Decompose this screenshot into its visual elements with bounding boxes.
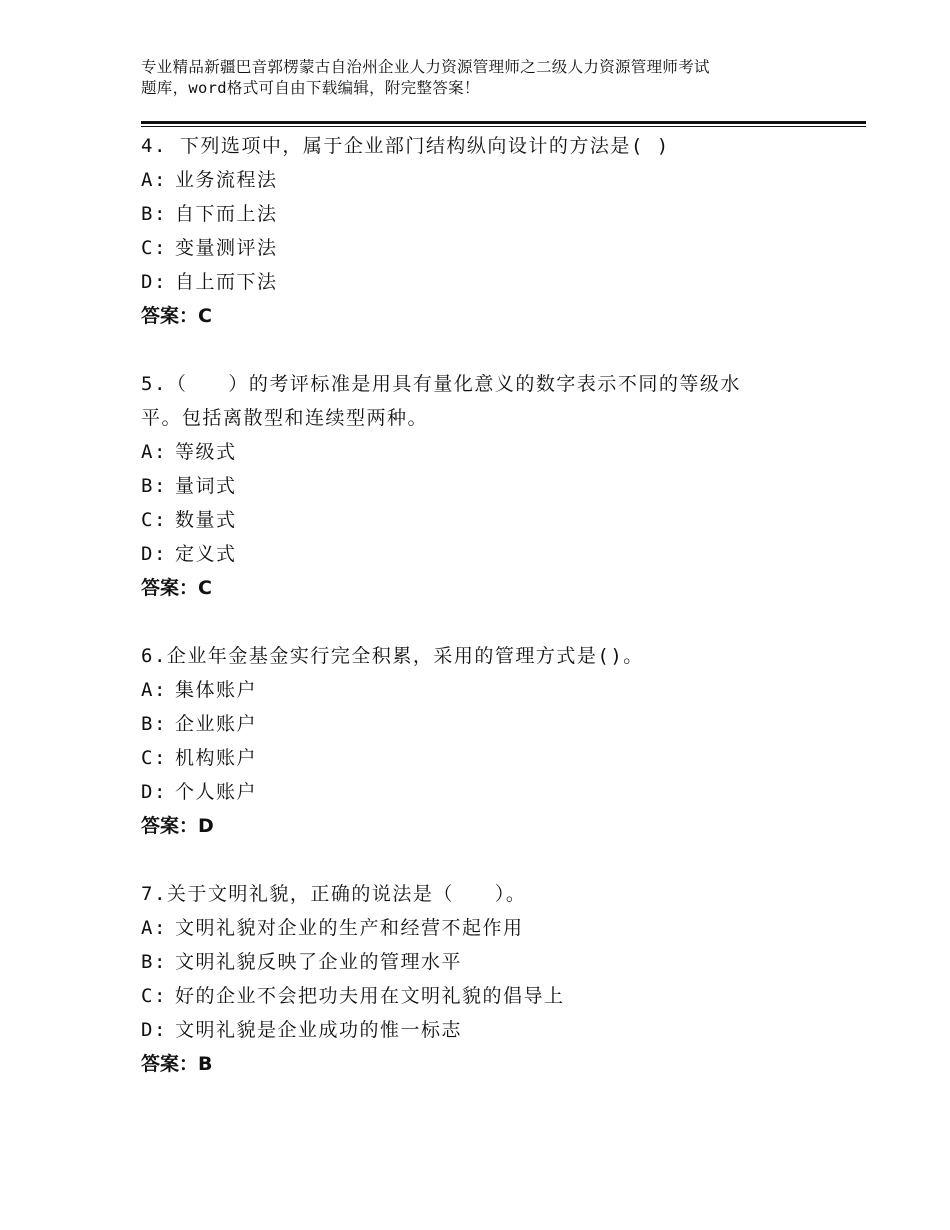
header-line-2: 题库，word格式可自由下载编辑，附完整答案！	[141, 79, 480, 97]
option-a	[141, 435, 841, 469]
question-4	[141, 129, 841, 333]
option-text: 文明礼貌是企业成功的惟一标志	[175, 1019, 463, 1041]
option-text: 自下而上法	[175, 203, 278, 225]
option-d	[141, 265, 841, 299]
option-text: 文明礼貌对企业的生产和经营不起作用	[175, 917, 524, 939]
option-key: A:	[141, 917, 167, 939]
option-text: 好的企业不会把功夫用在文明礼貌的倡导上	[175, 985, 565, 1007]
question-7	[141, 877, 841, 1081]
spacer	[141, 843, 841, 877]
answer-line: 答案：B	[141, 1053, 213, 1075]
option-text: 文明礼貌反映了企业的管理水平	[175, 951, 463, 973]
question-stem-continued: 平。包括离散型和连续型两种。	[141, 407, 429, 429]
option-key: B:	[141, 475, 167, 497]
option-key: B:	[141, 713, 167, 735]
option-text: 集体账户	[175, 679, 258, 701]
option-b	[141, 707, 841, 741]
option-c	[141, 503, 841, 537]
option-d	[141, 775, 841, 809]
option-key: A:	[141, 679, 167, 701]
option-text: 等级式	[175, 441, 237, 463]
answer-line: 答案：C	[141, 305, 212, 327]
option-text: 自上而下法	[175, 271, 278, 293]
question-stem: 4. 下列选项中，属于企业部门结构纵向设计的方法是( )	[141, 135, 670, 157]
option-key: C:	[141, 747, 167, 769]
option-key: A:	[141, 169, 167, 191]
option-text: 企业账户	[175, 713, 258, 735]
option-c	[141, 231, 841, 265]
option-key: A:	[141, 441, 167, 463]
option-c	[141, 741, 841, 775]
question-5	[141, 367, 841, 605]
answer-line: 答案：D	[141, 815, 214, 837]
option-a	[141, 911, 841, 945]
option-a	[141, 673, 841, 707]
document-header	[141, 57, 841, 99]
option-b	[141, 197, 841, 231]
option-text: 数量式	[175, 509, 237, 531]
spacer	[141, 605, 841, 639]
spacer	[141, 333, 841, 367]
question-6	[141, 639, 841, 843]
question-stem: 7.关于文明礼貌，正确的说法是（ ）。	[141, 883, 527, 905]
option-text: 变量测评法	[175, 237, 278, 259]
option-d	[141, 1013, 841, 1047]
option-key: D:	[141, 781, 167, 803]
option-d	[141, 537, 841, 571]
option-b	[141, 469, 841, 503]
option-key: B:	[141, 203, 167, 225]
option-text: 量词式	[175, 475, 237, 497]
option-key: C:	[141, 985, 167, 1007]
answer-line: 答案：C	[141, 577, 212, 599]
question-stem: 5.（ ）的考评标准是用具有量化意义的数字表示不同的等级水	[141, 373, 741, 395]
option-text: 个人账户	[175, 781, 258, 803]
header-line-1: 专业精品新疆巴音郭楞蒙古自治州企业人力资源管理师之二级人力资源管理师考试	[141, 58, 710, 76]
option-text: 业务流程法	[175, 169, 278, 191]
option-key: C:	[141, 509, 167, 531]
option-text: 机构账户	[175, 747, 258, 769]
option-a	[141, 163, 841, 197]
option-text: 定义式	[175, 543, 237, 565]
header-rule-thick	[141, 121, 866, 124]
header-rule-thin	[141, 126, 866, 127]
option-key: D:	[141, 271, 167, 293]
option-key: C:	[141, 237, 167, 259]
option-c	[141, 979, 841, 1013]
option-key: B:	[141, 951, 167, 973]
question-list	[141, 129, 841, 1081]
option-key: D:	[141, 1019, 167, 1041]
question-stem: 6.企业年金基金实行完全积累，采用的管理方式是()。	[141, 645, 644, 667]
option-b	[141, 945, 841, 979]
option-key: D:	[141, 543, 167, 565]
